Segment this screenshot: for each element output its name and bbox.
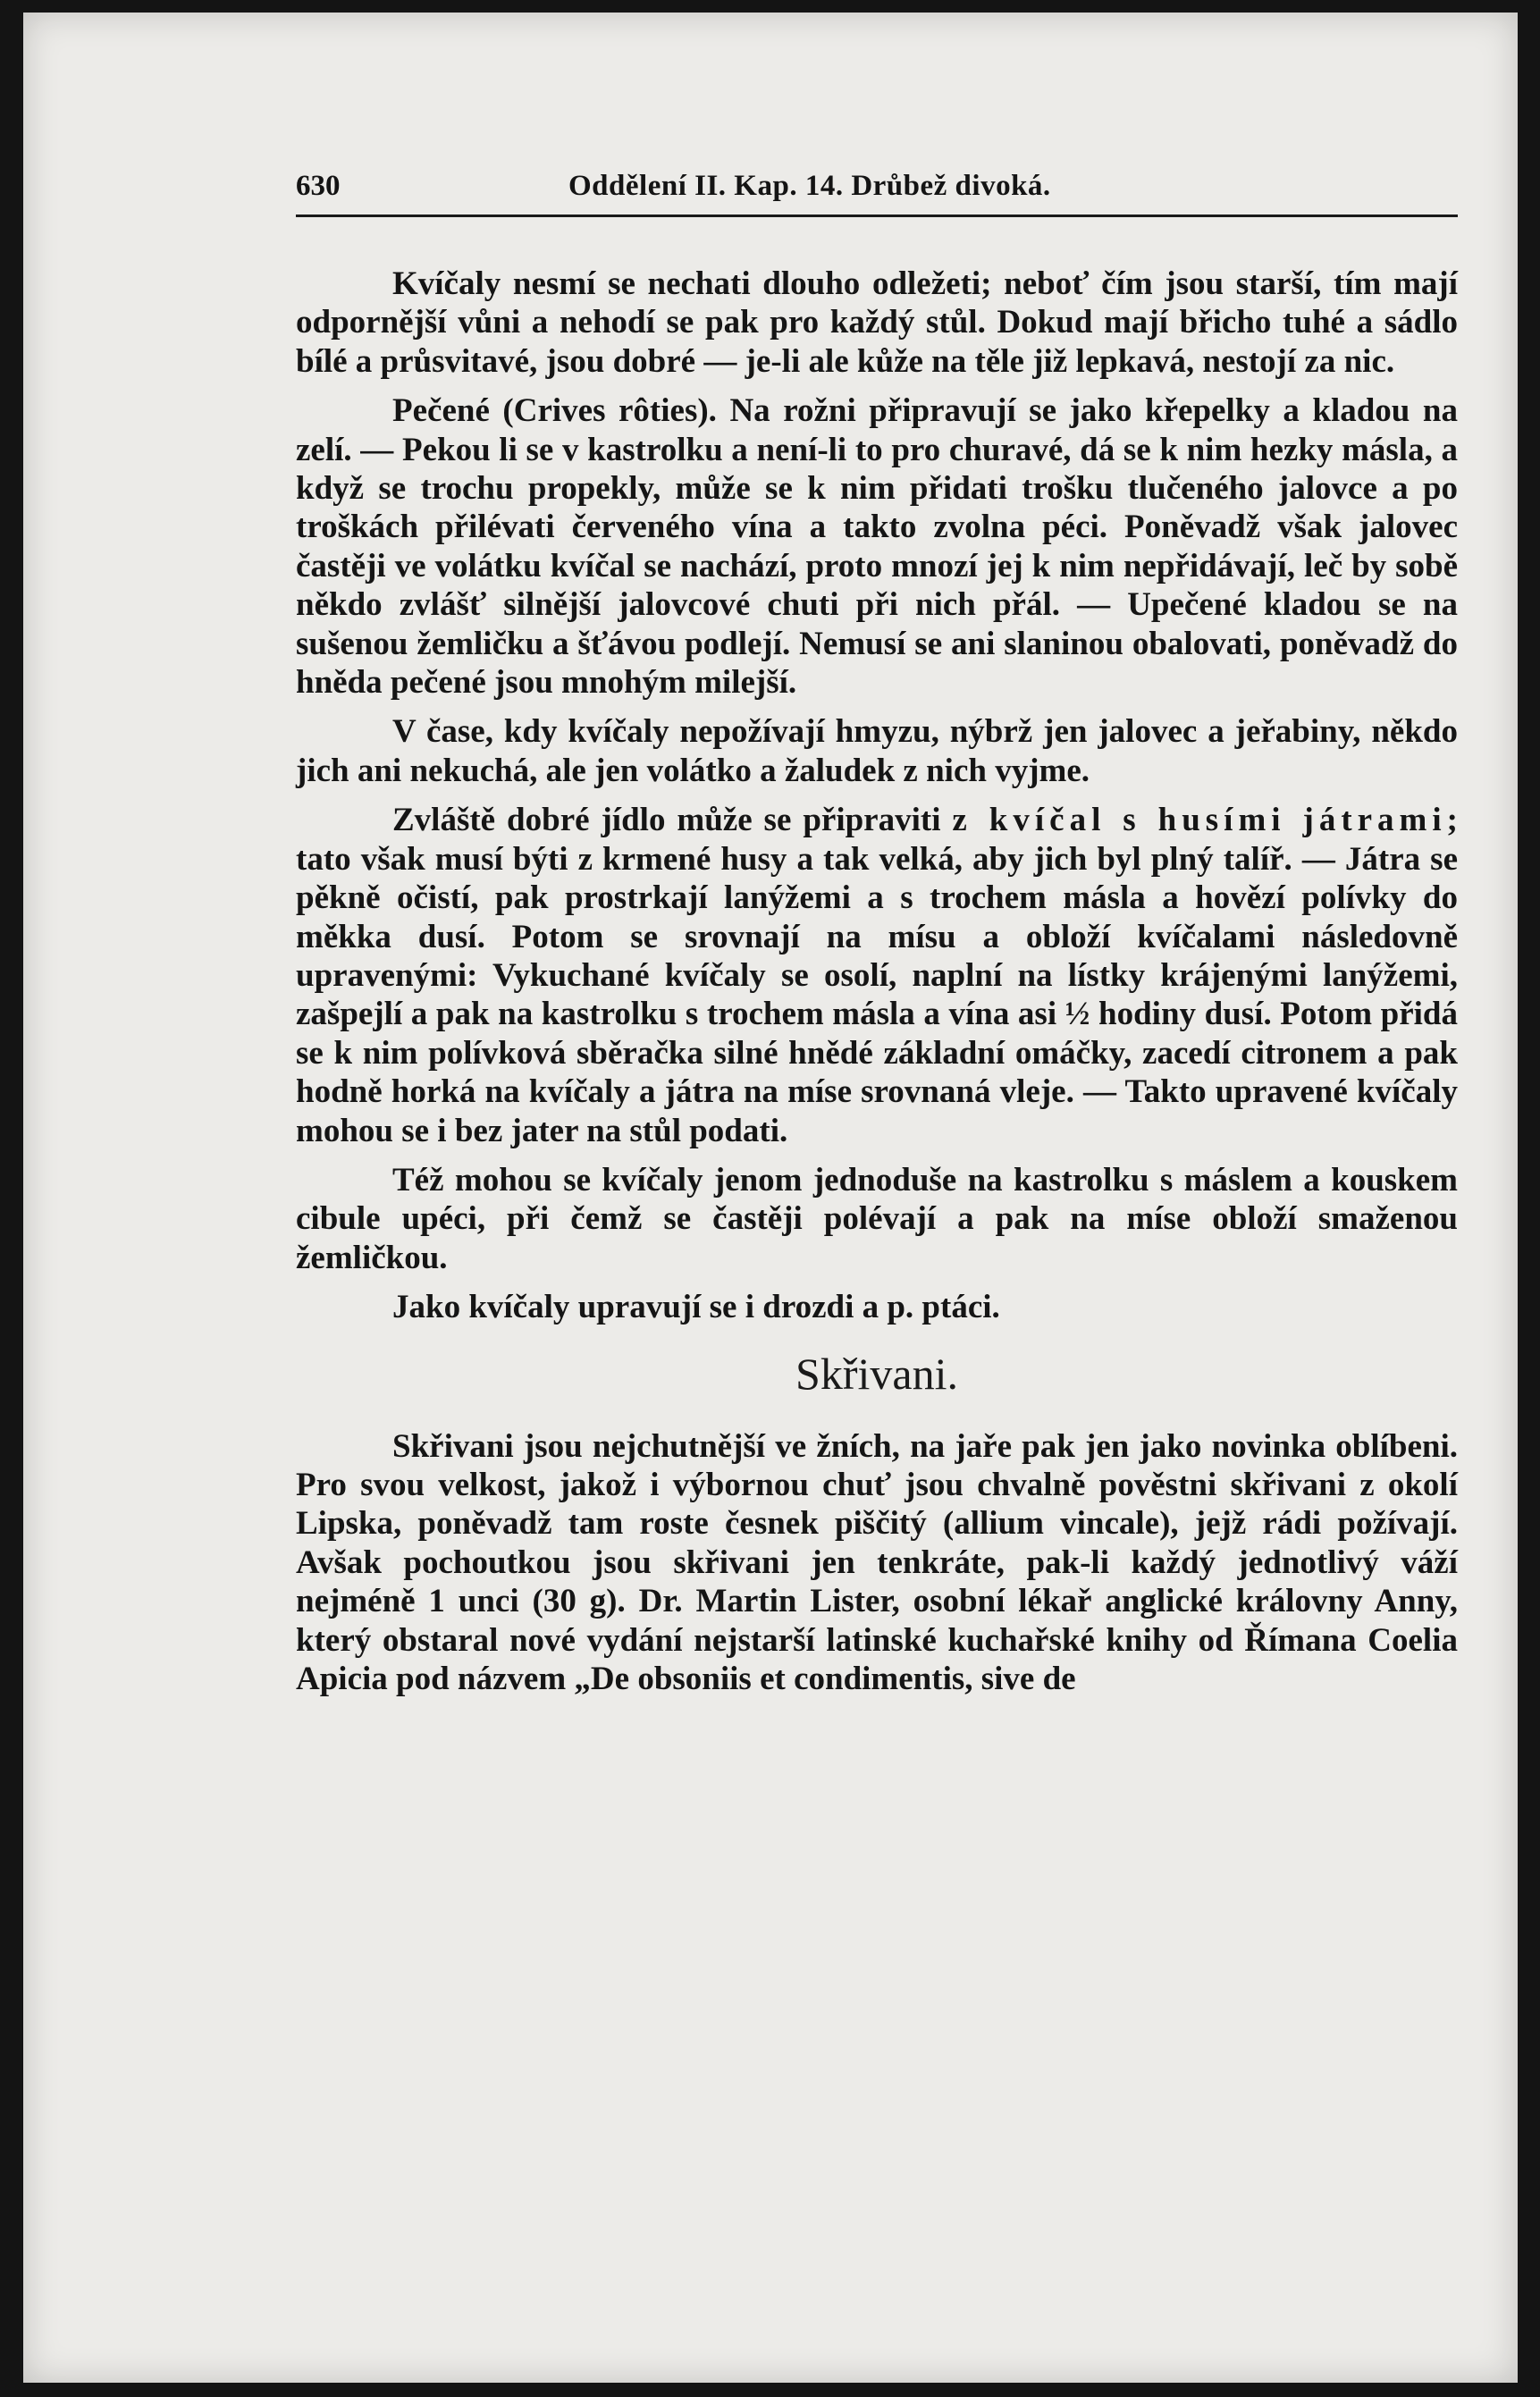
paragraph: Pečené (Crives rôties). Na rožni připravují se jako křepelky a kladou na zelí. — Pekou li se v kastrolku a není-li to pro churavé, dá se k nim hezky másla, a když se trochu propekly, může se k nim přidati trošku tlučeného jalovce a po troškách přilévati červeného vína a takto zvolna péci. Poněvadž však jalovec častěji ve volátku kvíčal se nachází, proto mnozí jej k nim nepřidávají, leč by sobě někdo zvlášť silnější jalovcové chuti při nich přál. — Upečené kladou se na sušenou žemličku a šťávou podlejí. Nemusí se ani slaninou obalovati, poněvadž do hněda pečené jsou mnohým milejší. <box>296 392 1458 702</box>
page-body <box>296 265 1458 1709</box>
paragraph: Kvíčaly nesmí se nechati dlouho odležeti; neboť čím jsou starší, tím mají odpornější vůni a nehodí se pak pro každý stůl. Dokud mají břicho tuhé a sádlo bílé a průsvitavé, jsou dobré — je-li ale kůže na těle již lepkavá, nestojí za nic. <box>296 265 1458 380</box>
paragraph: Jako kvíčaly upravují se i drozdi a p. ptáci. <box>392 1289 1000 1326</box>
page-header <box>296 170 1458 214</box>
running-title: Oddělení II. Kap. 14. Drůbež divoká. <box>568 170 1051 202</box>
paragraph: Též mohou se kvíčaly jenom jednoduše na kastrolku s máslem a kouskem cibule upéci, při čemž se častěji polévají a pak na míse obloží smaženou žemličkou. <box>296 1161 1458 1276</box>
paragraph: V čase, kdy kvíčaly nepožívají hmyzu, nýbrž jen jalovec a jeřabiny, někdo jich ani nekuchá, ale jen volátko a žaludek z nich vyjme. <box>296 713 1458 789</box>
paragraph: Zvláště dobré jídlo může se připraviti z kvíčal s husími játrami; tato však musí býti z krmené husy a tak velká, aby jich byl plný talíř. — Játra se pěkně očistí, pak prostrkají lanýžemi a s trochem másla a hovězí polívky do měkka dusí. Potom se srovnají na mísu a obloží kvíčalami následovně upravenými: Vykuchané kvíčaly se osolí, naplní na lístky krájenými lanýžemi, zašpejlí a pak na kastrolku s trochem másla a vína asi ½ hodiny dusí. Potom přidá se k nim polívková sběračka silné hnědé základní omáčky, zacedí citronem a pak hodně horká na kvíčaly a játra na míse srovnaná vleje. — Takto upravené kvíčaly mohou se i bez jater na stůl podati. <box>296 802 1458 1149</box>
section-title: Skřivani. <box>795 1348 958 1399</box>
page-number: 630 <box>296 170 341 202</box>
scanned-page <box>23 13 1518 2383</box>
recipe-heading: Pečené (Crives rôties). <box>392 392 717 430</box>
header-rule <box>296 214 1458 217</box>
paragraph: Skřivani jsou nejchutnější ve žních, na jaře pak jen jako novinka oblíbeni. Pro svou velkost, jakož i výbornou chuť jsou chvalně pověstni skřivani z okolí Lipska, poněvadž tam roste česnek piščitý (allium vincale), jejž rádi požívají. Avšak pochoutkou jsou skřivani jen tenkráte, pak-li každý jednotlivý váží nejméně 1 unci (30 g). Dr. Martin Lister, osobní lékař anglické královny Anny, který obstaral nové vydání nejstarší latinské kuchařské knihy od Římana Coelia Apicia pod názvem „De obsoniis et condimentis, sive de <box>296 1427 1458 1697</box>
spaced-dish-name: z kvíčal s husími játrami <box>952 802 1447 839</box>
